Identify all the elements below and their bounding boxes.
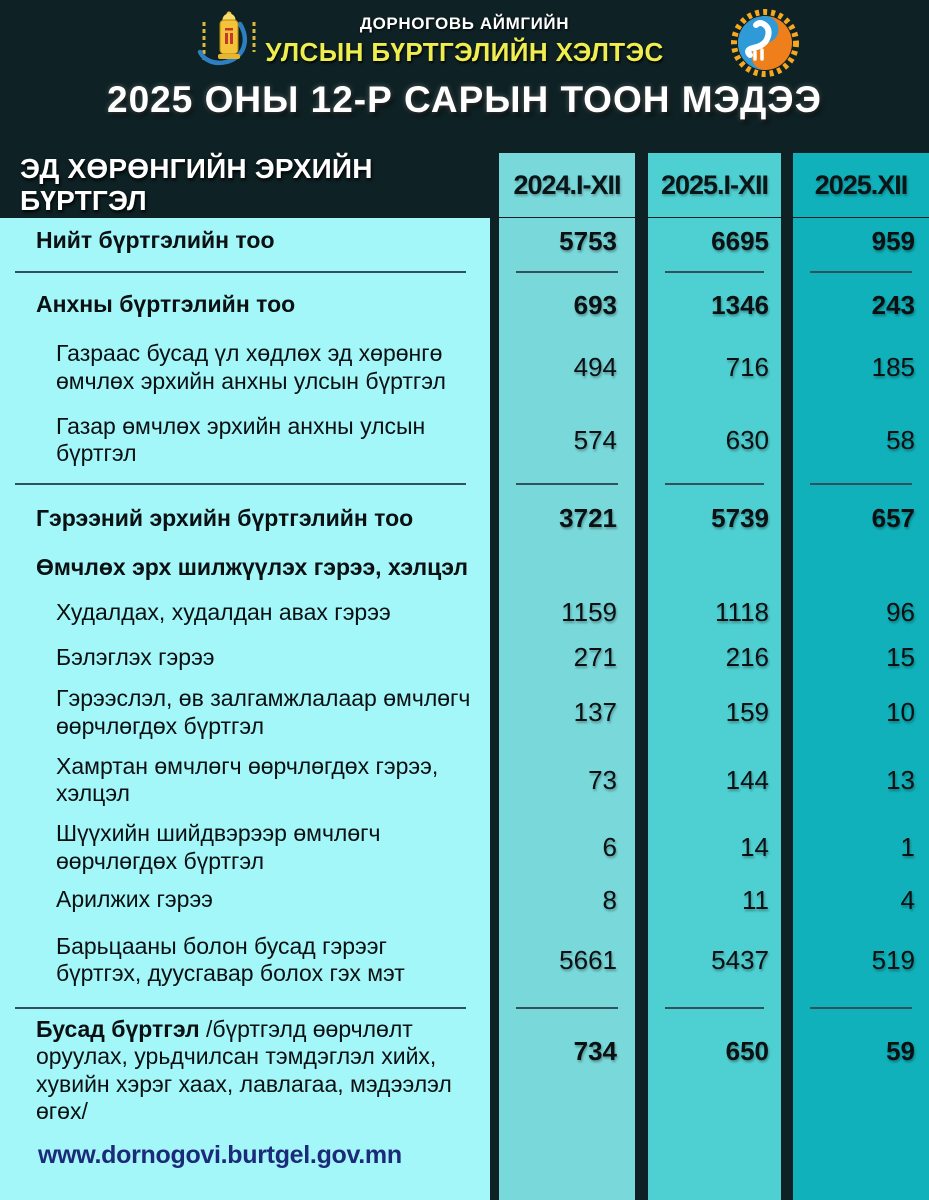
cell-month: 657 [793,492,929,545]
row-label: Гэрээний эрхийн бүртгэлийн тоо [0,492,490,545]
cell-2024: 137 [499,680,635,745]
table-row [0,218,929,264]
cell-2025: 216 [648,635,781,680]
table-row [0,280,929,330]
cell-2024: 693 [499,280,635,330]
cell-2025: 5739 [648,492,781,545]
header [0,0,929,140]
cell-2024: 8 [499,880,635,920]
separator-segment [499,475,635,492]
separator-segment [648,475,781,492]
org-region-label: ДОРНОГОВЬ АЙМГИЙН [359,14,570,33]
cell-2024: 3721 [499,492,635,545]
cell-month: 13 [793,745,929,815]
cell-2024: 494 [499,330,635,405]
cell-2024: 574 [499,405,635,475]
separator-row [0,475,929,492]
table-row [0,545,929,590]
separator-segment [0,475,490,492]
table-row [0,745,929,815]
row-label: Анхны бүртгэлийн тоо [0,280,490,330]
row-label: Хамртан өмчлөгч өөрчлөгдөх гэрээ, хэлцэл [0,745,490,815]
row-label: Газраас бусад үл хөдлөх эд хөрөнгө өмчлөх эрхийн анхны улсын бүртгэл [0,330,490,405]
footer-label-panel [0,1125,490,1200]
table-row [0,680,929,745]
separator-segment [793,264,929,280]
table-body [0,218,929,1200]
cell-2025: 14 [648,815,781,880]
separator-segment [793,1000,929,1016]
cell-2024: 73 [499,745,635,815]
separator-row [0,1000,929,1016]
separator-segment [648,1000,781,1016]
table-row [0,405,929,475]
cell-month: 15 [793,635,929,680]
row-label: Барьцааны болон бусад гэрээг бүртгэх, дуусгавар болох гэх мэт [0,920,490,1000]
row-label: Гэрээслэл, өв залгамжлалаар өмчлөгч өөрчлөгдөх бүртгэл [0,680,490,745]
column-header-2024: 2024.I-XII [499,153,635,217]
separator-row [0,264,929,280]
separator-segment [648,264,781,280]
cell-month: 59 [793,1016,929,1125]
cell-2025 [648,545,781,590]
row-label: Бэлэглэх гэрээ [0,635,490,680]
state-registration-emblem-icon [190,10,268,72]
separator-segment [499,1000,635,1016]
cell-month [793,1125,929,1200]
table-row [0,330,929,405]
dornogovi-emblem-icon [730,8,800,78]
cell-2025: 5437 [648,920,781,1000]
cell-month: 519 [793,920,929,1000]
cell-2025: 1118 [648,590,781,635]
org-department-label: УЛСЫН БҮРТГЭЛИЙН ХЭЛТЭС [265,37,664,67]
cell-2024: 1159 [499,590,635,635]
row-label: Бусад бүртгэл /бүртгэлд өөрчлөлт оруулах, урьдчилсан тэмдэглэл хийх, хувийн хэрэг хаах, лавлагаа, мэдээлэл өгөх/ [0,1016,490,1125]
cell-2024: 5661 [499,920,635,1000]
separator-segment [793,475,929,492]
table-row [0,590,929,635]
cell-2024: 271 [499,635,635,680]
row-label: Нийт бүртгэлийн тоо [0,218,490,264]
cell-2025: 159 [648,680,781,745]
table-row [0,492,929,545]
separator-segment [0,264,490,280]
table-row [0,1016,929,1125]
row-label: Шүүхийн шийдвэрээр өмчлөгч өөрчлөгдөх бүртгэл [0,815,490,880]
column-header-2025: 2025.I-XII [648,153,781,217]
footer-row [0,1125,929,1200]
cell-2024: 734 [499,1016,635,1125]
org-row [0,6,929,72]
cell-month: 243 [793,280,929,330]
column-header-month: 2025.XII [793,153,929,217]
separator-segment [499,264,635,280]
cell-month: 96 [793,590,929,635]
row-label: Худалдах, худалдан авах гэрээ [0,590,490,635]
cell-2025: 630 [648,405,781,475]
cell-month: 10 [793,680,929,745]
page-title: 2025 ОНЫ 12-Р САРЫН ТООН МЭДЭЭ [107,79,822,120]
cell-month: 4 [793,880,929,920]
separator-segment [0,1000,490,1016]
table-header [0,140,929,218]
cell-2024 [499,1125,635,1200]
table-row [0,920,929,1000]
cell-2024: 5753 [499,218,635,264]
cell-2025: 144 [648,745,781,815]
cell-month: 959 [793,218,929,264]
cell-2025: 6695 [648,218,781,264]
cell-month [793,545,929,590]
website-link[interactable]: www.dornogovi.burtgel.gov.mn [38,1141,402,1169]
cell-month: 1 [793,815,929,880]
cell-2024 [499,545,635,590]
table-row [0,815,929,880]
cell-2025 [648,1125,781,1200]
table-row [0,635,929,680]
row-label: Арилжих гэрээ [0,880,490,920]
cell-month: 58 [793,405,929,475]
row-label: Өмчлөх эрх шилжүүлэх гэрээ, хэлцэл [0,545,490,590]
cell-2025: 716 [648,330,781,405]
section-title: ЭД ХӨРӨНГИЙН ЭРХИЙН БҮРТГЭЛ [20,153,373,216]
table-row [0,880,929,920]
cell-2025: 1346 [648,280,781,330]
cell-2025: 11 [648,880,781,920]
cell-2024: 6 [499,815,635,880]
cell-2025: 650 [648,1016,781,1125]
row-label: Газар өмчлөх эрхийн анхны улсын бүртгэл [0,405,490,475]
cell-month: 185 [793,330,929,405]
